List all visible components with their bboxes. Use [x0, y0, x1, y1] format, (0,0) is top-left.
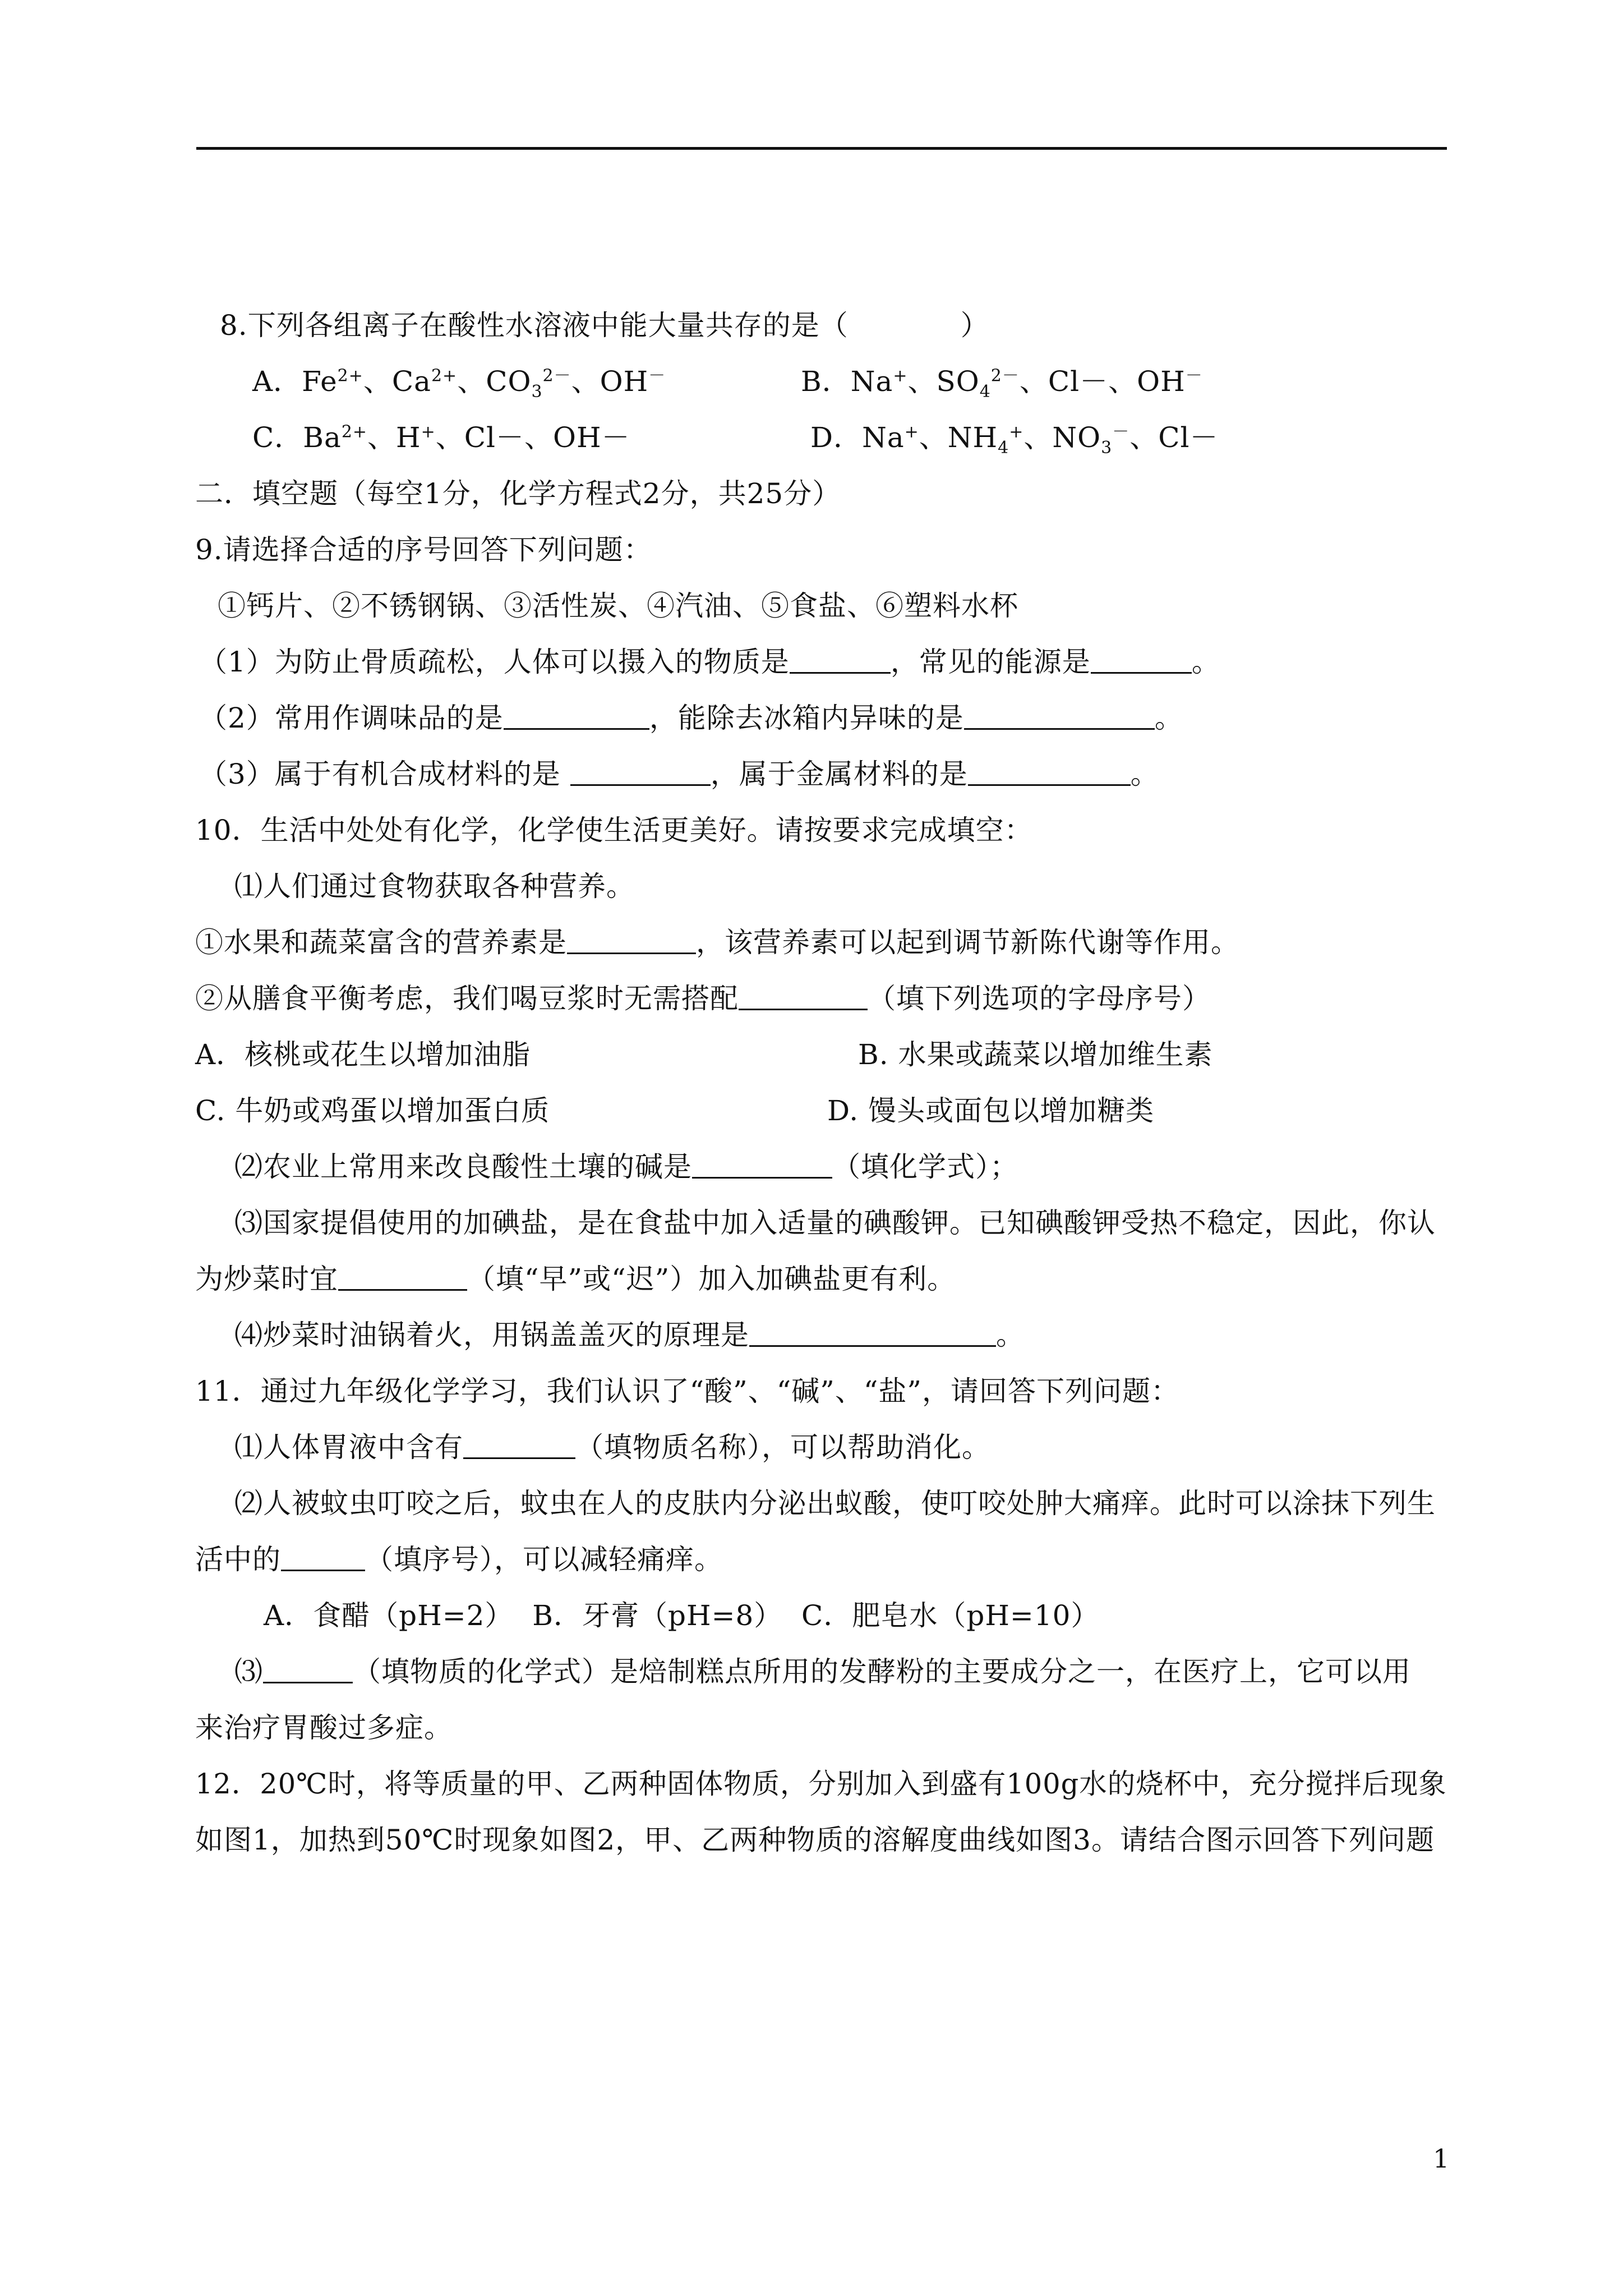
answer-blank[interactable]: [263, 1657, 353, 1683]
q8-b-part: B．Na: [801, 365, 893, 398]
q10-s1a-text: ，该营养素可以起到调节新陈代谢等作用。: [696, 926, 1239, 959]
q8-c-part: C．Ba: [252, 421, 342, 454]
answer-blank[interactable]: [749, 1320, 996, 1347]
answer-blank[interactable]: [964, 703, 1155, 730]
q8-a-sup: 2+: [431, 366, 458, 386]
q9-p2-text: 。: [1154, 702, 1183, 734]
q11-s2-text: 活中的: [195, 1543, 281, 1576]
q8-d-sub: 3: [1101, 438, 1113, 458]
q9-part-2: [199, 700, 1183, 736]
q8-d-part: 、Cl－: [1129, 421, 1219, 454]
answer-blank[interactable]: [567, 928, 696, 954]
q8-c-sup: 2+: [341, 422, 368, 442]
answer-blank[interactable]: [281, 1545, 365, 1571]
q10-s4-text: 。: [996, 1319, 1025, 1351]
q8-d-sup: +: [904, 422, 919, 442]
q10-s1b-text: （填下列选项的字母序号）: [868, 982, 1211, 1015]
q8-a-part: 、Ca: [363, 365, 431, 398]
q10-sub-4: [234, 1317, 1025, 1353]
q11-stem: 11．通过九年级化学学习，我们认识了“酸”、“碱”、“盐”，请回答下列问题：: [195, 1375, 1179, 1407]
q8-option-d: [810, 420, 1219, 458]
q11-sub-2: ⑵人被蚊虫叮咬之后，蚊虫在人的皮肤内分泌出蚁酸，使叮咬处肿大痛痒。此时可以涂抹下列生: [234, 1487, 1436, 1520]
answer-blank[interactable]: [739, 984, 868, 1010]
answer-blank[interactable]: [692, 1152, 832, 1179]
q10-option-d: D. 馒头或面包以增加糖类: [827, 1094, 1155, 1127]
q8-b-sub: 4: [979, 382, 991, 402]
q8-d-part: D．Na: [810, 421, 905, 454]
q10-s4-text: ⑷炒菜时油锅着火，用锅盖盖灭的原理是: [234, 1319, 749, 1351]
q10-s3-text: （填“早”或“迟”）加入加碘盐更有利。: [467, 1263, 956, 1295]
q10-option-b: B. 水果或蔬菜以增加维生素: [858, 1038, 1213, 1071]
page-number: 1: [1433, 2143, 1450, 2174]
q11-sub-3-cont: 来治疗胃酸过多症。: [195, 1711, 453, 1744]
q8-d-sup: +: [1009, 422, 1024, 442]
q8-b-part: 、Cl－、OH: [1019, 365, 1186, 398]
q10-sub-1b: [195, 981, 1211, 1016]
q10-s3-text: 为炒菜时宜: [195, 1263, 338, 1295]
q10-s2-text: （填化学式）；: [832, 1151, 1018, 1183]
q10-s2-text: ⑵农业上常用来改良酸性土壤的碱是: [234, 1151, 692, 1183]
q10-s1a-text: ①水果和蔬菜富含的营养素是: [195, 926, 567, 959]
q8-b-part: 、SO: [907, 365, 980, 398]
q9-p3-text: 。: [1130, 758, 1159, 790]
q8-stem-text: 8.下列各组离子在酸性水溶液中能大量共存的是（: [220, 309, 849, 342]
q10-sub-3-cont: [195, 1261, 956, 1297]
q10-option-c: C. 牛奶或鸡蛋以增加蛋白质: [195, 1094, 550, 1127]
q8-a-part: 、OH: [571, 365, 649, 398]
q8-c-part: 、H: [367, 421, 421, 454]
q8-d-sub: 4: [998, 438, 1009, 458]
answer-blank[interactable]: [338, 1264, 467, 1291]
answer-blank[interactable]: [1091, 647, 1192, 674]
q10-sub-3: ⑶国家提倡使用的加碘盐，是在食盐中加入适量的碘酸钾。已知碘酸钾受热不稳定，因此，你认: [234, 1207, 1436, 1239]
q8-option-b: [801, 364, 1203, 402]
q8-option-a: [252, 364, 666, 402]
q9-p3-text: （3）属于有机合成材料的是: [199, 758, 570, 790]
q8-c-part: 、Cl－、OH－: [435, 421, 630, 454]
q9-stem: 9.请选择合适的序号回答下列问题：: [195, 533, 652, 566]
q8-d-sup: －: [1112, 422, 1130, 442]
q9-p1-text: ，常见的能源是: [890, 646, 1091, 678]
q11-s2-text: （填序号），可以减轻痛痒。: [365, 1543, 723, 1576]
q9-p1-text: （1）为防止骨质疏松，人体可以摄入的物质是: [199, 646, 790, 678]
q9-part-3: [199, 756, 1159, 792]
q10-s1b-text: ②从膳食平衡考虑，我们喝豆浆时无需搭配: [195, 982, 739, 1015]
answer-blank[interactable]: [504, 703, 649, 730]
q10-stem: 10．生活中处处有化学，化学使生活更美好。请按要求完成填空：: [195, 814, 1033, 846]
q9-p2-text: （2）常用作调味品的是: [199, 702, 504, 734]
q11-sub-3: [234, 1654, 1411, 1690]
q8-a-sup: －: [648, 366, 666, 386]
q12-line-1: 12．20℃时，将等质量的甲、乙两种固体物质，分别加入到盛有100g水的烧杯中，充分搅拌后现象: [195, 1768, 1447, 1800]
q8-option-c: [252, 420, 630, 455]
answer-blank[interactable]: [968, 760, 1131, 786]
q11-ph-options: A．食醋（pH=2） B．牙膏（pH=8） C．肥皂水（pH=10）: [264, 1599, 1100, 1632]
q8-a-sup: 2+: [337, 366, 363, 386]
q8-a-sub: 3: [531, 382, 543, 402]
q9-part-1: [199, 644, 1220, 680]
answer-blank[interactable]: [790, 647, 891, 674]
q11-s1-text: （填物质名称），可以帮助消化。: [575, 1431, 990, 1464]
q8-a-part: 、CO: [457, 365, 532, 398]
q9-p3-text: ，属于金属材料的是: [710, 758, 968, 790]
section-2-title: 二．填空题（每空1分，化学方程式2分，共25分）: [195, 477, 841, 510]
q8-stem-end: ）: [960, 309, 989, 342]
header-rule: [196, 147, 1447, 150]
q11-s3-text: （填物质的化学式）是焙制糕点所用的发酵粉的主要成分之一，在医疗上，它可以用: [353, 1655, 1411, 1688]
q11-s3-text: ⑶: [234, 1655, 263, 1688]
q11-sub-2-cont: [195, 1542, 723, 1577]
q9-p1-text: 。: [1191, 646, 1220, 678]
q11-s1-text: ⑴人体胃液中含有: [234, 1431, 463, 1464]
q8-b-sup: 2－: [990, 366, 1020, 386]
q10-sub-1: ⑴人们通过食物获取各种营养。: [234, 870, 635, 903]
q8-stem: [220, 307, 989, 343]
q9-p2-text: ，能除去冰箱内异味的是: [649, 702, 964, 734]
q8-b-sup: －: [1185, 366, 1203, 386]
q8-b-sup: +: [893, 366, 908, 386]
q8-a-sup: 2－: [542, 366, 571, 386]
answer-blank[interactable]: [570, 760, 711, 786]
answer-blank[interactable]: [463, 1433, 575, 1459]
q12-line-2: 如图1，加热到50℃时现象如图2，甲、乙两种物质的溶解度曲线如图3。请结合图示回答下列问题: [195, 1824, 1435, 1856]
q10-option-a: A．核桃或花生以增加油脂: [195, 1038, 531, 1071]
q9-options: ①钙片、②不锈钢锅、③活性炭、④汽油、⑤食盐、⑥塑料水杯: [218, 590, 1018, 622]
q10-sub-2: [234, 1149, 1018, 1185]
q8-a-part: A．Fe: [252, 365, 338, 398]
q8-d-part: 、NH: [919, 421, 998, 454]
q8-c-sup: +: [421, 422, 436, 442]
q8-d-part: 、NO: [1023, 421, 1101, 454]
q10-sub-1a: [195, 924, 1239, 960]
q11-sub-1: [234, 1429, 990, 1465]
